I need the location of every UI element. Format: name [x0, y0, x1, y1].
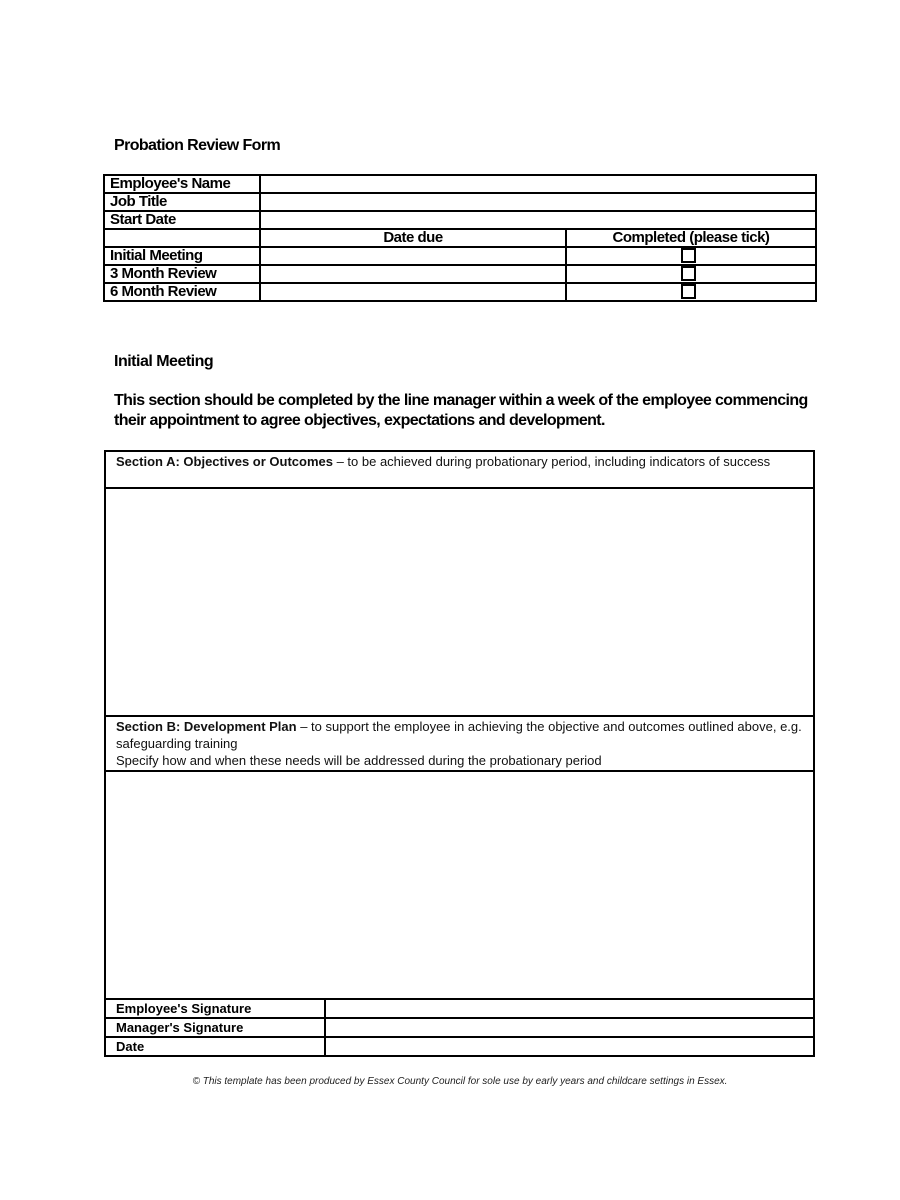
- section-b-line2: Specify how and when these needs will be addressed during the probationary period: [116, 753, 602, 768]
- tick-checkbox-initial-meeting[interactable]: [681, 248, 696, 263]
- completed-cell-3-month: [566, 265, 816, 283]
- section-intro-text: This section should be completed by the line manager within a week of the employee commencing their appointment to agree objectives, expectations and development.: [114, 392, 808, 429]
- footer-note: [0, 1076, 900, 1087]
- tick-checkbox-6-month[interactable]: [681, 284, 696, 299]
- date-due-header: Date due: [260, 229, 566, 247]
- table-row: [104, 247, 816, 265]
- manager-signature-label: Manager's Signature: [106, 1018, 325, 1037]
- review-label-initial-meeting: Initial Meeting: [104, 247, 260, 265]
- section-b-header: [106, 717, 813, 772]
- review-label-6-month: 6 Month Review: [104, 283, 260, 301]
- section-b-description: – to support the employee in achieving the objective and outcomes outlined above, e.g. safeguarding training: [116, 719, 802, 751]
- employee-signature-field[interactable]: [325, 1000, 813, 1018]
- table-row: [106, 1000, 813, 1018]
- employee-info-table: [103, 174, 817, 302]
- section-a-title: Section A: Objectives or Outcomes: [116, 454, 333, 469]
- date-due-field-6-month[interactable]: [260, 283, 566, 301]
- tick-checkbox-3-month[interactable]: [681, 266, 696, 281]
- page-title: Probation Review Form: [114, 137, 281, 154]
- table-row: [104, 211, 816, 229]
- table-row: [104, 265, 816, 283]
- completed-cell-6-month: [566, 283, 816, 301]
- job-title-label: Job Title: [104, 193, 260, 211]
- table-row: [106, 1037, 813, 1055]
- signature-table: [106, 1000, 813, 1055]
- employee-signature-label: Employee's Signature: [106, 1000, 325, 1018]
- table-header-row: [104, 229, 816, 247]
- empty-header-cell: [104, 229, 260, 247]
- section-a-header: [106, 452, 813, 489]
- date-label: Date: [106, 1037, 325, 1055]
- employee-name-label: Employee's Name: [104, 175, 260, 193]
- date-field[interactable]: [325, 1037, 813, 1055]
- date-due-field-3-month[interactable]: [260, 265, 566, 283]
- start-date-label: Start Date: [104, 211, 260, 229]
- review-label-3-month: 3 Month Review: [104, 265, 260, 283]
- review-sections-box: [104, 450, 815, 1057]
- table-row: [104, 283, 816, 301]
- manager-signature-field[interactable]: [325, 1018, 813, 1037]
- section-a-description: – to be achieved during probationary period, including indicators of success: [332, 454, 771, 469]
- section-a-input-area[interactable]: [106, 489, 813, 717]
- table-row: [104, 175, 816, 193]
- completed-header: Completed (please tick): [566, 229, 816, 247]
- section-heading-initial-meeting: Initial Meeting: [114, 353, 214, 370]
- footer-text: © This template has been produced by Essex County Council for sole use by early years and childcare settings in Essex.: [192, 1076, 728, 1087]
- date-due-field-initial-meeting[interactable]: [260, 247, 566, 265]
- section-b-title: Section B: Development Plan: [116, 719, 297, 734]
- completed-cell-initial-meeting: [566, 247, 816, 265]
- table-row: [106, 1018, 813, 1037]
- employee-name-field[interactable]: [260, 175, 816, 193]
- start-date-field[interactable]: [260, 211, 816, 229]
- section-b-input-area[interactable]: [106, 772, 813, 1000]
- table-row: [104, 193, 816, 211]
- job-title-field[interactable]: [260, 193, 816, 211]
